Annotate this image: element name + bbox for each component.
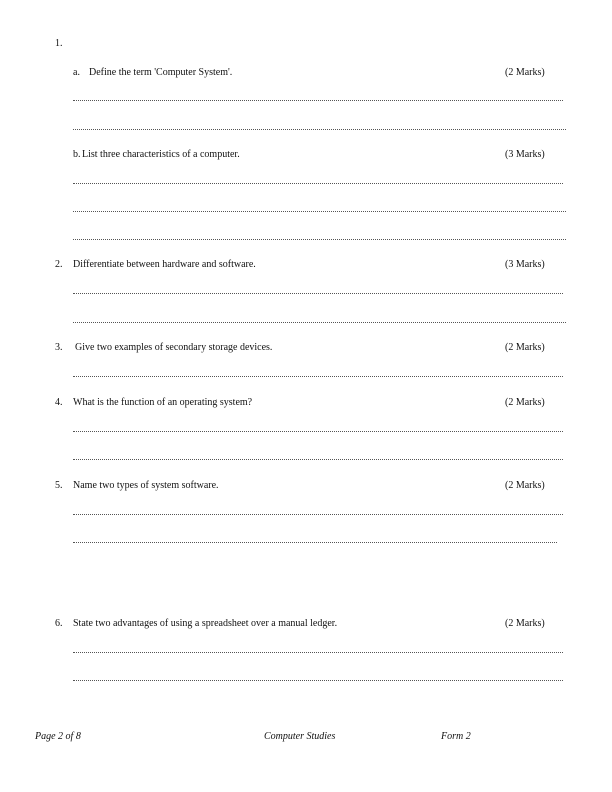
question-4-number: 4. (55, 397, 63, 408)
answer-line-5-2[interactable] (73, 542, 557, 543)
question-4-text: What is the function of an operating system? (73, 397, 253, 408)
question-5-marks: (2 Marks) (505, 480, 545, 491)
question-1a-label: a. (73, 67, 80, 78)
answer-line-4-2[interactable] (73, 459, 563, 460)
form-level: Form 2 (441, 731, 471, 742)
answer-line-6-1[interactable] (73, 652, 563, 653)
subject-title: Computer Studies (264, 731, 336, 742)
question-5-text: Name two types of system software. (73, 480, 219, 491)
answer-line-3-1[interactable] (73, 376, 563, 377)
question-1a-text: Define the term 'Computer System'. (89, 67, 233, 78)
question-3-number: 3. (55, 342, 63, 353)
answer-line-1b-2[interactable] (73, 211, 566, 212)
question-2-text: Differentiate between hardware and software. (73, 259, 256, 270)
question-6-text: State two advantages of using a spreadsheet over a manual ledger. (73, 618, 338, 629)
answer-line-6-2[interactable] (73, 680, 563, 681)
question-1b-marks: (3 Marks) (505, 149, 545, 160)
question-1b-text: List three characteristics of a computer. (82, 149, 240, 160)
question-4-marks: (2 Marks) (505, 397, 545, 408)
question-1-number: 1. (55, 38, 63, 49)
question-1a-marks: (2 Marks) (505, 67, 545, 78)
question-5-number: 5. (55, 480, 63, 491)
question-2-number: 2. (55, 259, 63, 270)
question-3-text: Give two examples of secondary storage devices. (75, 342, 273, 353)
question-6-marks: (2 Marks) (505, 618, 545, 629)
answer-line-5-1[interactable] (73, 514, 563, 515)
answer-line-1a-2[interactable] (73, 129, 566, 130)
question-2-marks: (3 Marks) (505, 259, 545, 270)
question-3-marks: (2 Marks) (505, 342, 545, 353)
answer-line-1b-3[interactable] (73, 239, 566, 240)
answer-line-1a-1[interactable] (73, 100, 563, 101)
question-6-number: 6. (55, 618, 63, 629)
question-1b-label: b. (73, 149, 81, 160)
answer-line-2-2[interactable] (73, 322, 566, 323)
answer-line-2-1[interactable] (73, 293, 563, 294)
answer-line-4-1[interactable] (73, 431, 563, 432)
page-indicator: Page 2 of 8 (35, 731, 81, 742)
answer-line-1b-1[interactable] (73, 183, 563, 184)
